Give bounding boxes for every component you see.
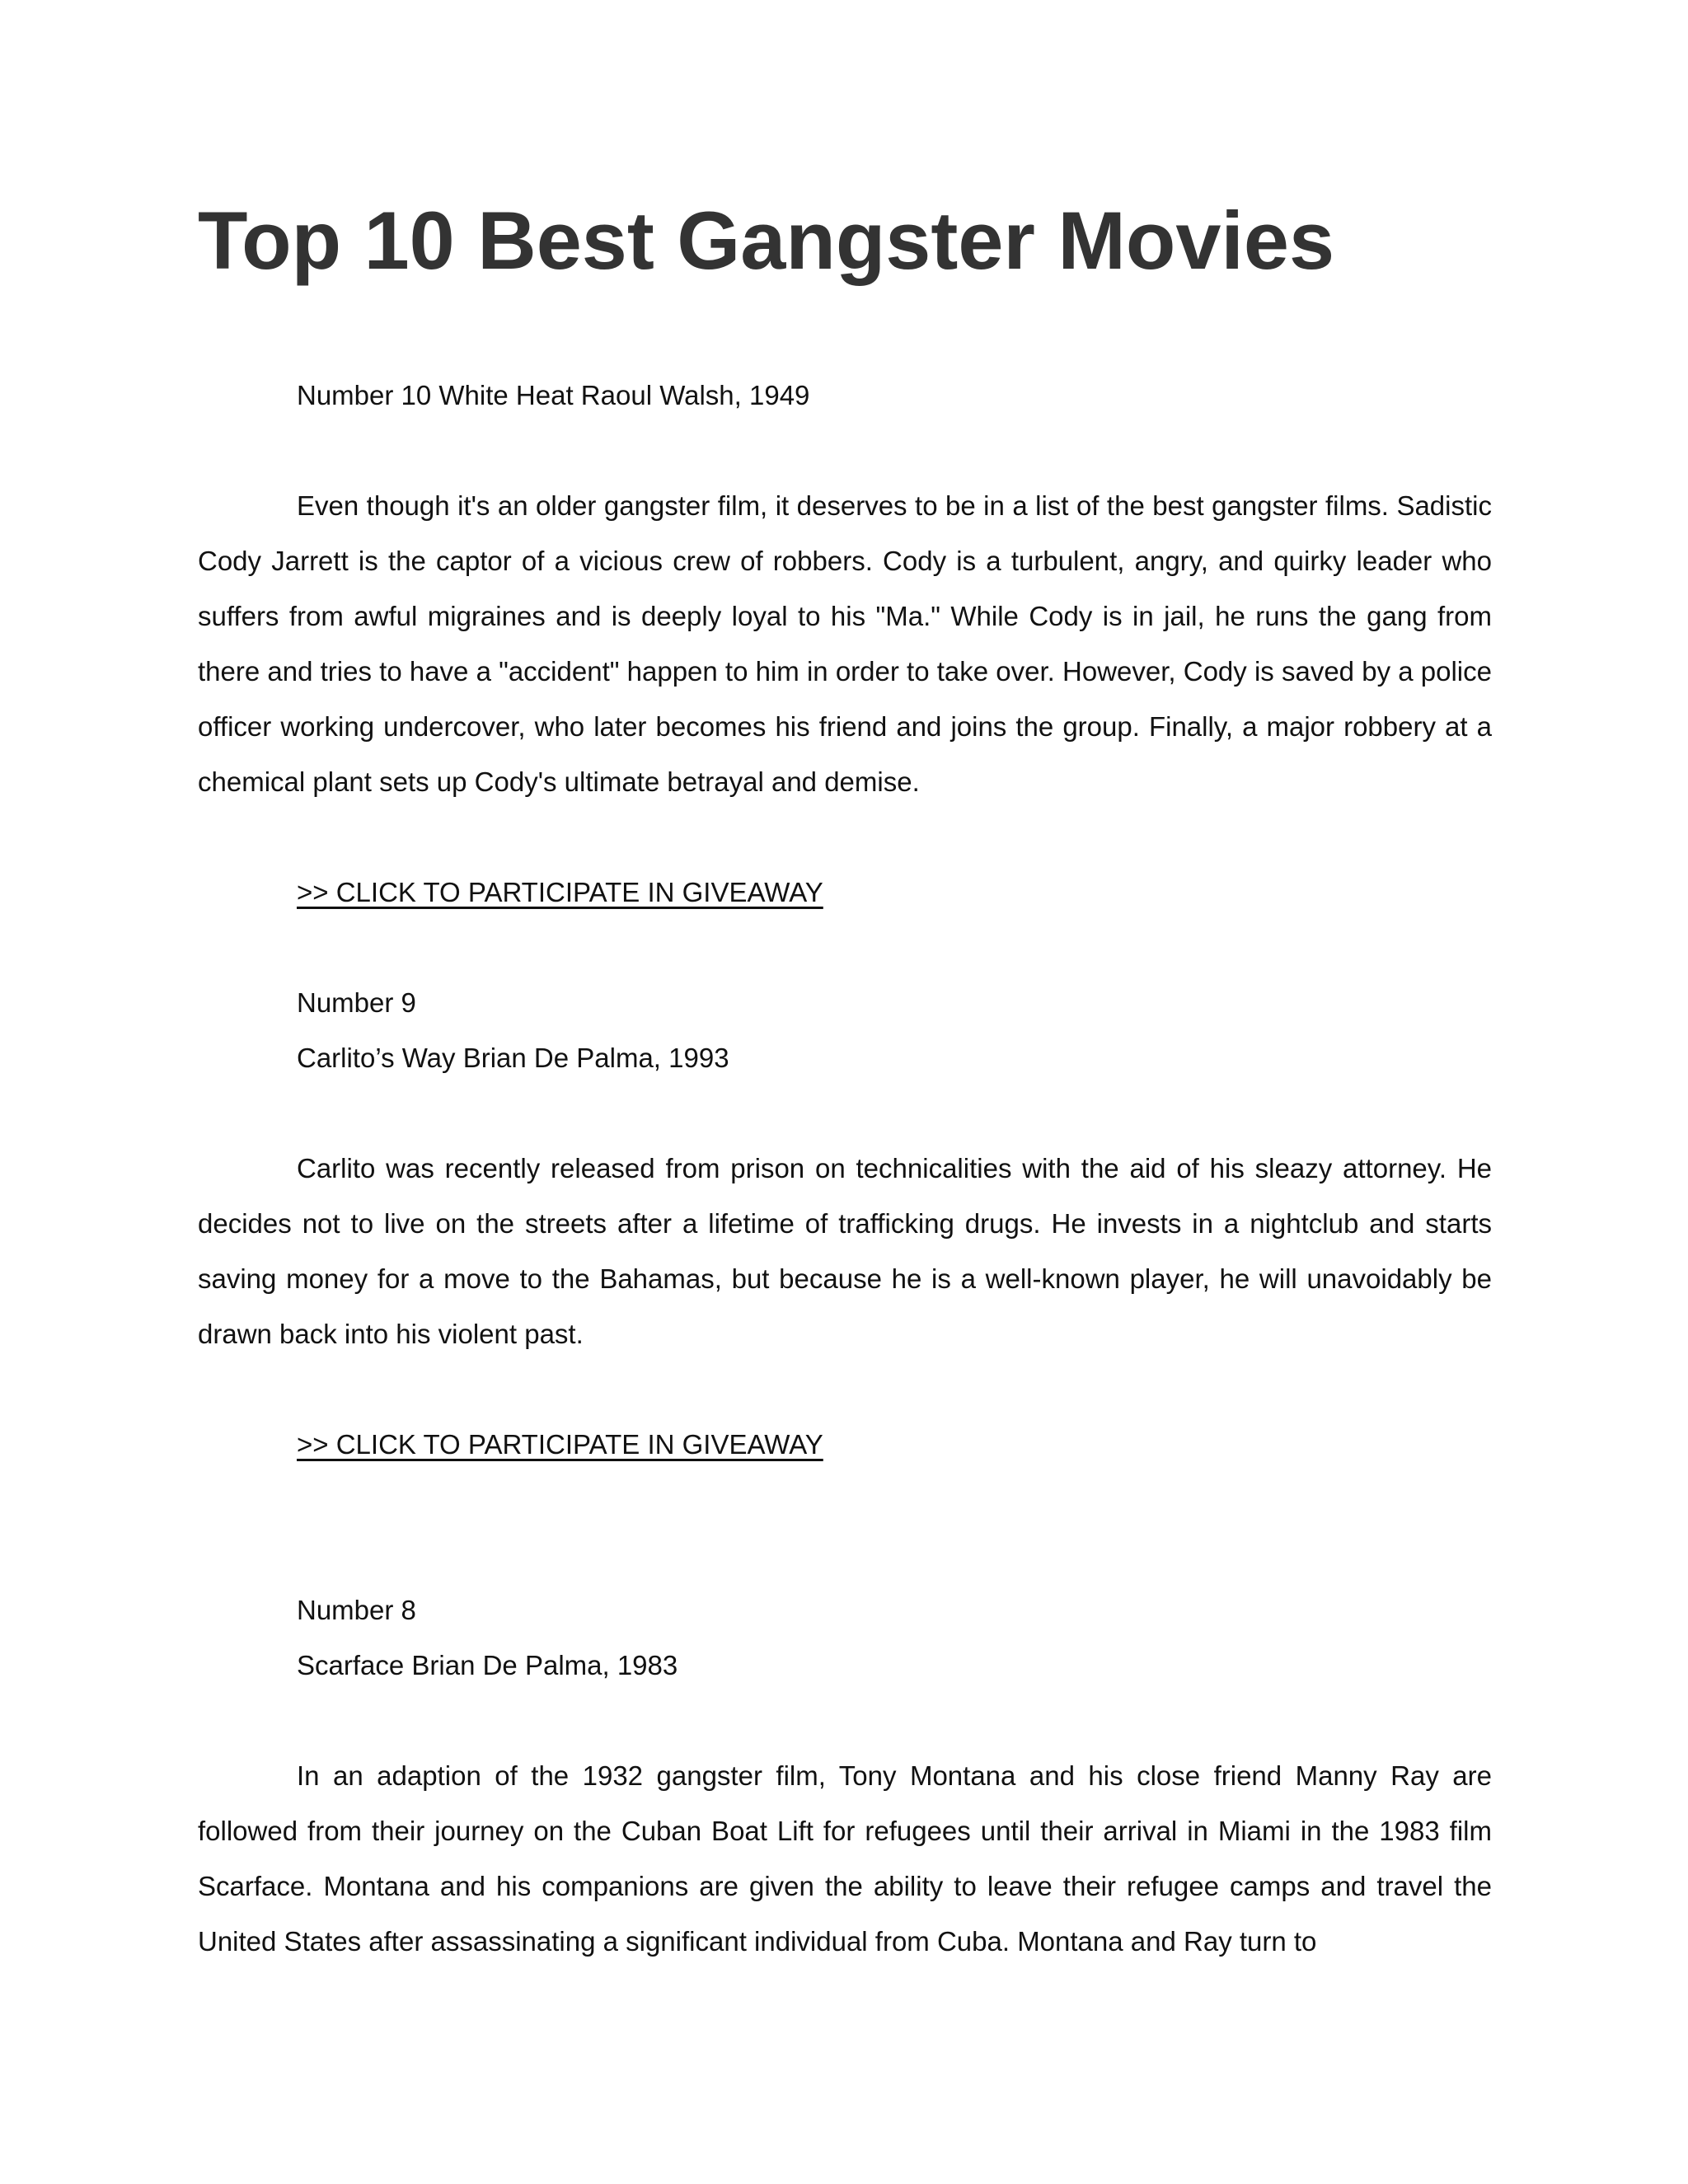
- entry-heading-number-8: Scarface Brian De Palma, 1983: [297, 1650, 678, 1680]
- entry-heading-number-9: Carlito’s Way Brian De Palma, 1993: [297, 1043, 729, 1073]
- entry-body-number-9: Carlito was recently released from prison on technicalities with the aid of his sleazy attorney. He decides not to live on the streets after a lifetime of trafficking drugs. He invests in a nightclub and starts saving money for a move to the Bahamas, but because he is a well-known player, he will unavoidably be drawn back into his violent past.: [198, 1153, 1492, 1349]
- entry-heading-number-10: Number 10 White Heat Raoul Walsh, 1949: [297, 380, 810, 410]
- entry-number-8: Number 8: [297, 1595, 416, 1625]
- page-title: Top 10 Best Gangster Movies: [198, 194, 1335, 286]
- entry-body-number-8: In an adaption of the 1932 gangster film, Tony Montana and his close friend Manny Ray are followed from their journey on the Cuban Boat Lift for refugees until their arrival in Miami in the 1983 film Scarface. Montana and his companions are given the ability to leave their refugee camps and travel the United States after assassinating a significant individual from Cuba. Montana and Ray turn to: [198, 1760, 1492, 1957]
- giveaway-link-2[interactable]: >> CLICK TO PARTICIPATE IN GIVEAWAY: [297, 1429, 823, 1460]
- giveaway-link-1[interactable]: >> CLICK TO PARTICIPATE IN GIVEAWAY: [297, 877, 823, 907]
- entry-number-9: Number 9: [297, 987, 416, 1018]
- giveaway-link-row-1: [198, 865, 1492, 920]
- document-body: [198, 368, 1492, 1969]
- giveaway-link-row-2: [198, 1417, 1492, 1472]
- entry-body-number-10: Even though it's an older gangster film, it deserves to be in a list of the best gangster films. Sadistic Cody Jarrett is the captor of a vicious crew of robbers. Cody is a turbulent, angry, and quirky leader who suffers from awful migraines and is deeply loyal to his "Ma." While Cody is in jail, he runs the gang from there and tries to have a "accident" happen to him in order to take over. However, Cody is saved by a police officer working undercover, who later becomes his friend and joins the group. Finally, a major robbery at a chemical plant sets up Cody's ultimate betrayal and demise.: [198, 490, 1492, 797]
